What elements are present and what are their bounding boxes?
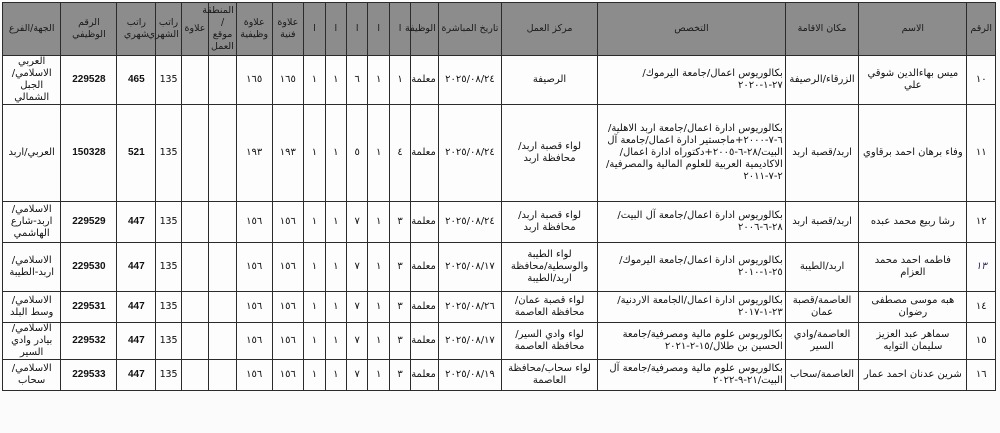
cell-start-date: ٢٠٢٥/٠٨/٢٤ xyxy=(438,56,501,105)
cell-c11: ١ xyxy=(325,56,346,105)
cell-name: شرين عدنان احمد عمار xyxy=(859,360,967,391)
cell-extra xyxy=(181,56,209,105)
header-job: الوظيفة xyxy=(411,3,439,56)
cell-c12: ١ xyxy=(304,323,325,360)
cell-location xyxy=(209,360,237,391)
cell-job: معلمة xyxy=(411,360,439,391)
cell-specialization: بكالوريوس علوم مالية ومصرفية/جامعة الحسين بن طلال/١٥-٢-٢٠٢١ xyxy=(598,323,786,360)
cell-work-center: لواء وادي السير/محافظة العاصمة xyxy=(502,323,598,360)
cell-job: معلمة xyxy=(411,56,439,105)
cell-work-center: لواء سحاب/محافظة العاصمة xyxy=(502,360,598,391)
cell-start-date: ٢٠٢٥/٠٨/٢٤ xyxy=(438,105,501,202)
cell-c8: ١ xyxy=(389,56,410,105)
cell-start-date: ٢٠٢٥/٠٨/٢٦ xyxy=(438,292,501,323)
cell-c8: ٣ xyxy=(389,360,410,391)
cell-school: العربي الاسلامي/الجبل الشمالي xyxy=(3,56,61,105)
header-c10: ا xyxy=(347,3,368,56)
cell-total: ١٥٦ xyxy=(272,202,304,243)
cell-c12: ١ xyxy=(304,202,325,243)
cell-pension: 135 xyxy=(156,292,182,323)
cell-c8: ٤ xyxy=(389,105,410,202)
cell-start-date: ٢٠٢٥/٠٨/٢٤ xyxy=(438,202,501,243)
cell-job: معلمة xyxy=(411,243,439,292)
cell-employee-number: 229533 xyxy=(61,360,117,391)
cell-serial: ١٢ xyxy=(967,202,996,243)
cell-c9: ١ xyxy=(368,243,389,292)
header-residence: مكان الاقامة xyxy=(785,3,858,56)
cell-pension: 135 xyxy=(156,105,182,202)
header-total: علاوة فنية xyxy=(272,3,304,56)
cell-residence: الزرقاء/الرصيفة xyxy=(785,56,858,105)
cell-serial: ١٣ xyxy=(967,243,996,292)
cell-extra xyxy=(181,360,209,391)
cell-allowance: ١٦٥ xyxy=(236,56,272,105)
table-row xyxy=(3,323,996,360)
cell-c11: ١ xyxy=(325,292,346,323)
cell-serial: ١٦ xyxy=(967,360,996,391)
cell-total: ١٥٦ xyxy=(272,360,304,391)
cell-serial: ١٠ xyxy=(967,56,996,105)
cell-pension: 135 xyxy=(156,56,182,105)
cell-residence: اربد/الطيبة xyxy=(785,243,858,292)
cell-salary: 447 xyxy=(117,292,156,323)
cell-start-date: ٢٠٢٥/٠٨/١٩ xyxy=(438,360,501,391)
cell-c10: ٧ xyxy=(347,202,368,243)
cell-work-center: لواء قصبة عمان/محافظة العاصمة xyxy=(502,292,598,323)
header-employee-number: الرقم الوظيفي xyxy=(61,3,117,56)
cell-extra xyxy=(181,105,209,202)
cell-salary: 521 xyxy=(117,105,156,202)
header-c9: ا xyxy=(368,3,389,56)
cell-salary: 465 xyxy=(117,56,156,105)
employee-table xyxy=(2,2,996,391)
header-row xyxy=(3,3,996,56)
cell-school: العربي/اربد xyxy=(3,105,61,202)
cell-location xyxy=(209,56,237,105)
header-pension: راتب الشهري xyxy=(156,3,182,56)
header-name: الاسم xyxy=(859,3,967,56)
cell-start-date: ٢٠٢٥/٠٨/١٧ xyxy=(438,243,501,292)
cell-allowance: ١٥٦ xyxy=(236,360,272,391)
cell-pension: 135 xyxy=(156,202,182,243)
cell-extra xyxy=(181,292,209,323)
cell-work-center: لواء قصبة اربد/محافظة اربد xyxy=(502,202,598,243)
header-salary: راتب شهري xyxy=(117,3,156,56)
cell-residence: العاصمة/وادي السير xyxy=(785,323,858,360)
table-row xyxy=(3,105,996,202)
cell-school: الاسلامي/بيادر وادي السير xyxy=(3,323,61,360)
cell-c11: ١ xyxy=(325,360,346,391)
cell-pension: 135 xyxy=(156,360,182,391)
header-school: الجهة/الفرع xyxy=(3,3,61,56)
cell-name: فاطمه احمد محمد العزام xyxy=(859,243,967,292)
cell-c9: ١ xyxy=(368,56,389,105)
table-row xyxy=(3,202,996,243)
cell-total: ١٩٣ xyxy=(272,105,304,202)
header-c12: ا xyxy=(304,3,325,56)
cell-salary: 447 xyxy=(117,243,156,292)
cell-c9: ١ xyxy=(368,202,389,243)
table-row xyxy=(3,292,996,323)
cell-location xyxy=(209,292,237,323)
cell-pension: 135 xyxy=(156,243,182,292)
cell-total: ١٥٦ xyxy=(272,292,304,323)
cell-residence: اربد/قصبة اربد xyxy=(785,105,858,202)
header-start-date: تاريخ المباشرة xyxy=(438,3,501,56)
cell-c9: ١ xyxy=(368,360,389,391)
cell-name: رشا ربيع محمد عبده xyxy=(859,202,967,243)
cell-c12: ١ xyxy=(304,105,325,202)
cell-name: هبه موسى مصطفى رضوان xyxy=(859,292,967,323)
cell-work-center: لواء الطيبة والوسطية/محافظة اربد/الطيبة xyxy=(502,243,598,292)
cell-serial: ١٥ xyxy=(967,323,996,360)
cell-extra xyxy=(181,323,209,360)
cell-location xyxy=(209,323,237,360)
cell-c8: ٣ xyxy=(389,292,410,323)
cell-total: ١٥٦ xyxy=(272,323,304,360)
cell-extra xyxy=(181,243,209,292)
cell-name: سماهر عبد العزيز سليمان التوايه xyxy=(859,323,967,360)
cell-school: الاسلامي/سحاب xyxy=(3,360,61,391)
cell-job: معلمة xyxy=(411,105,439,202)
cell-salary: 447 xyxy=(117,202,156,243)
header-location: المنطقة / موقع العمل xyxy=(209,3,237,56)
cell-c10: ٧ xyxy=(347,292,368,323)
cell-c8: ٣ xyxy=(389,243,410,292)
cell-total: ١٥٦ xyxy=(272,243,304,292)
cell-c11: ١ xyxy=(325,243,346,292)
cell-employee-number: 229530 xyxy=(61,243,117,292)
header-extra: علاوة xyxy=(181,3,209,56)
cell-school: الاسلامي/وسط البلد xyxy=(3,292,61,323)
cell-c10: ٧ xyxy=(347,360,368,391)
cell-c10: ٦ xyxy=(347,56,368,105)
cell-job: معلمة xyxy=(411,202,439,243)
cell-c11: ١ xyxy=(325,105,346,202)
cell-specialization: بكالوريوس علوم مالية ومصرفية/جامعة آل البيت/٢١-٩-٢٠٢٢ xyxy=(598,360,786,391)
cell-employee-number: 229531 xyxy=(61,292,117,323)
cell-residence: العاصمة/سحاب xyxy=(785,360,858,391)
cell-extra xyxy=(181,202,209,243)
cell-c12: ١ xyxy=(304,360,325,391)
table-row xyxy=(3,56,996,105)
cell-pension: 135 xyxy=(156,323,182,360)
cell-c10: ٧ xyxy=(347,323,368,360)
cell-c9: ١ xyxy=(368,105,389,202)
cell-name: ميس بهاءالدين شوقي علي xyxy=(859,56,967,105)
cell-allowance: ١٥٦ xyxy=(236,202,272,243)
cell-employee-number: 229529 xyxy=(61,202,117,243)
cell-c11: ١ xyxy=(325,202,346,243)
cell-specialization: بكالوريوس ادارة اعمال/جامعة اليرموك/٢٥-١-٢٠١٠ xyxy=(598,243,786,292)
cell-salary: 447 xyxy=(117,360,156,391)
cell-school: الاسلامي/اربد-الطيبة xyxy=(3,243,61,292)
cell-specialization: بكالوريوس ادارة اعمال/جامعة اربد الاهلية/٦-٧-٢٠٠٠+ماجستير ادارة اعمال/جامعة آل البيت/٢٨-٦-٢٠٠٥+دكتوراه ادارة اعمال/الاكاديمية العربية للعلوم المالية والمصرفية/٢-٧-٢٠١١ xyxy=(598,105,786,202)
cell-job: معلمة xyxy=(411,292,439,323)
header-allowance: علاوة وظيفية xyxy=(236,3,272,56)
cell-employee-number: 229528 xyxy=(61,56,117,105)
cell-school: الاسلامي/اربد-شارع الهاشمي xyxy=(3,202,61,243)
table-row xyxy=(3,360,996,391)
header-work-center: مركز العمل xyxy=(502,3,598,56)
table-row xyxy=(3,243,996,292)
header-specialization: التخصص xyxy=(598,3,786,56)
cell-residence: اربد/قصبة اربد xyxy=(785,202,858,243)
cell-c10: ٧ xyxy=(347,243,368,292)
cell-work-center: الرصيفة xyxy=(502,56,598,105)
cell-location xyxy=(209,243,237,292)
cell-location xyxy=(209,202,237,243)
cell-c12: ١ xyxy=(304,243,325,292)
cell-employee-number: 229532 xyxy=(61,323,117,360)
header-c8: ا xyxy=(389,3,410,56)
header-c11: ا xyxy=(325,3,346,56)
cell-work-center: لواء قصبة اربد/محافظة اربد xyxy=(502,105,598,202)
cell-c12: ١ xyxy=(304,56,325,105)
cell-allowance: ١٩٣ xyxy=(236,105,272,202)
cell-allowance: ١٥٦ xyxy=(236,323,272,360)
cell-location xyxy=(209,105,237,202)
cell-serial: ١٤ xyxy=(967,292,996,323)
cell-employee-number: 150328 xyxy=(61,105,117,202)
cell-c8: ٣ xyxy=(389,323,410,360)
cell-c8: ٣ xyxy=(389,202,410,243)
cell-job: معلمة xyxy=(411,323,439,360)
cell-c10: ٥ xyxy=(347,105,368,202)
cell-allowance: ١٥٦ xyxy=(236,243,272,292)
cell-total: ١٦٥ xyxy=(272,56,304,105)
cell-specialization: بكالوريوس ادارة اعمال/الجامعة الاردنية/٢٣-١-٢٠١٧ xyxy=(598,292,786,323)
cell-residence: العاصمة/قصبة عمان xyxy=(785,292,858,323)
cell-c9: ١ xyxy=(368,292,389,323)
cell-salary: 447 xyxy=(117,323,156,360)
cell-c11: ١ xyxy=(325,323,346,360)
cell-start-date: ٢٠٢٥/٠٨/١٧ xyxy=(438,323,501,360)
cell-c12: ١ xyxy=(304,292,325,323)
header-serial: الرقم xyxy=(967,3,996,56)
cell-name: وفاء برهان احمد برقاوي xyxy=(859,105,967,202)
cell-specialization: بكالوريوس ادارة اعمال/جامعة آل البيت/٢٨-٦-٢٠٠٦ xyxy=(598,202,786,243)
cell-c9: ١ xyxy=(368,323,389,360)
cell-specialization: بكالوريوس اعمال/جامعة اليرموك/٢٧-١-٢٠٢٠ xyxy=(598,56,786,105)
cell-allowance: ١٥٦ xyxy=(236,292,272,323)
cell-serial: ١١ xyxy=(967,105,996,202)
